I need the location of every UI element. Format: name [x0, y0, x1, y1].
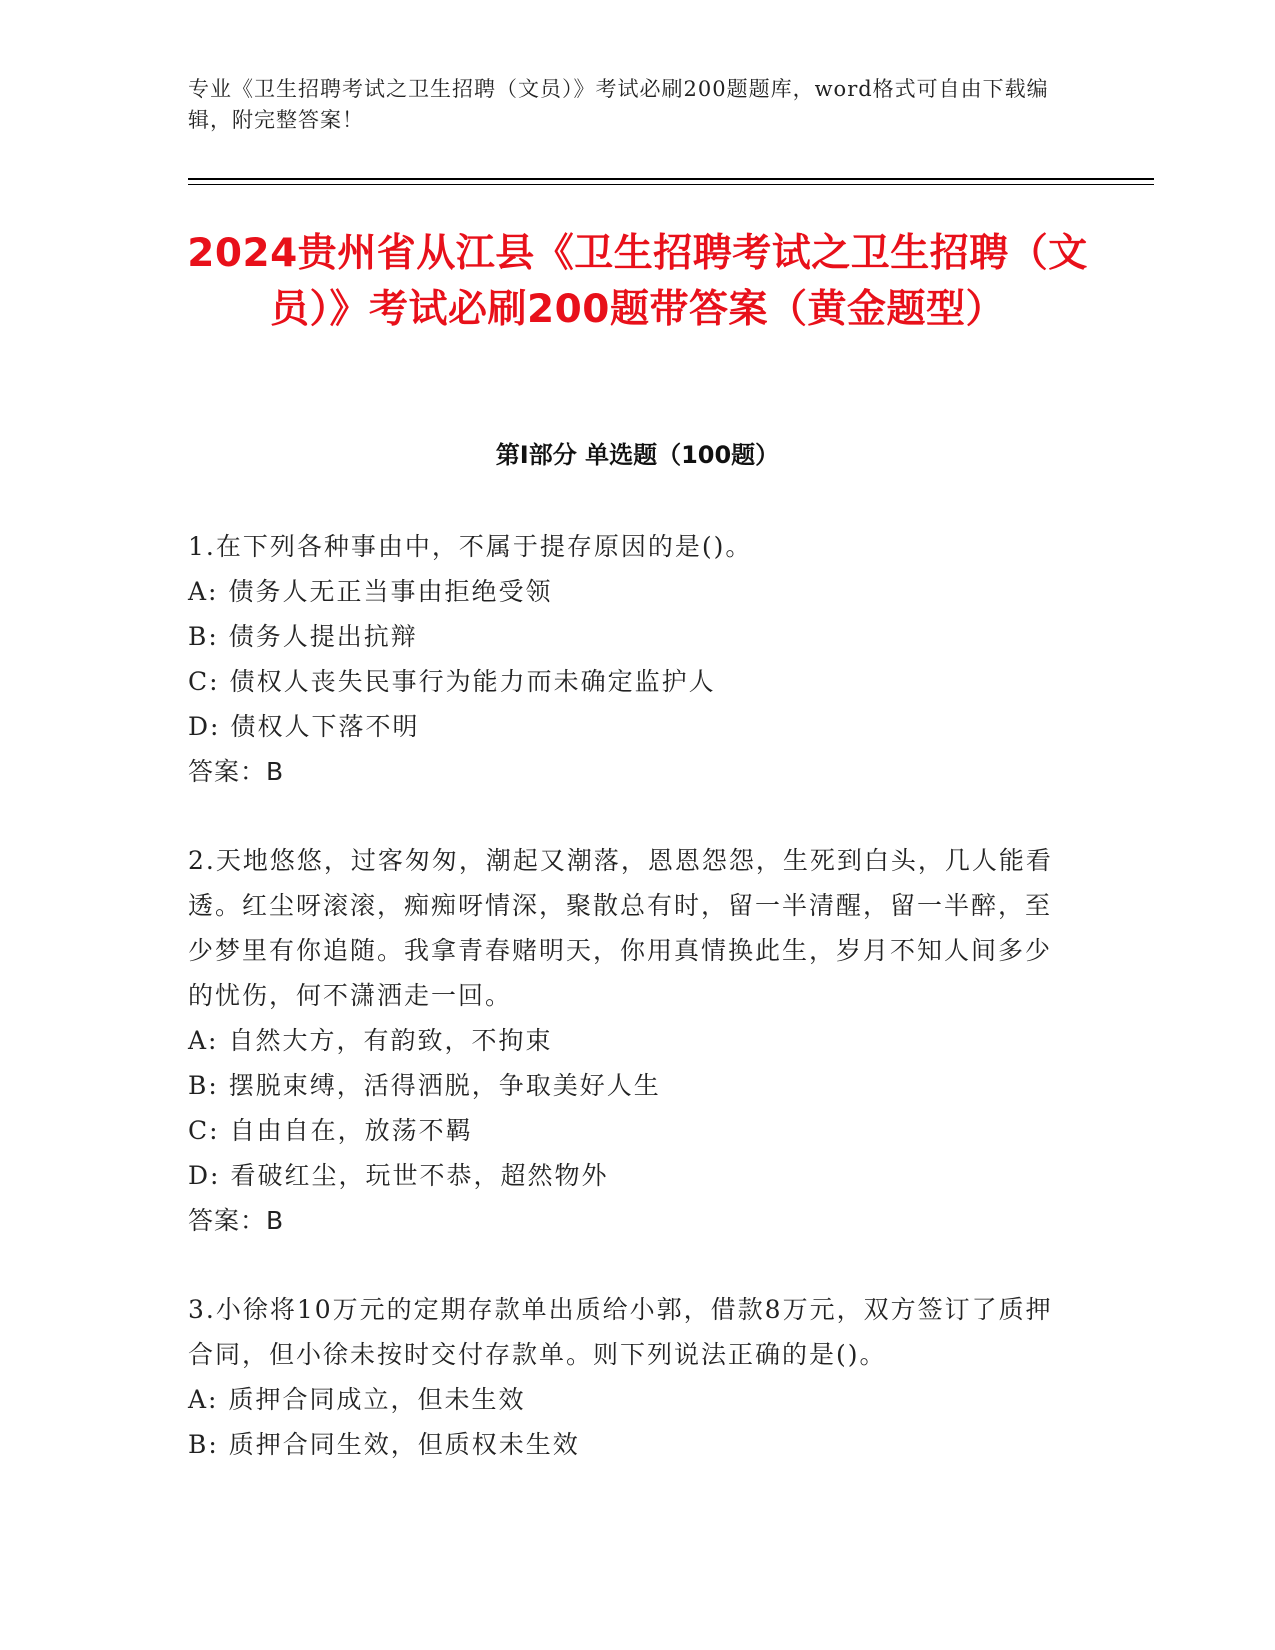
option-b — [188, 614, 1068, 659]
option-text: 看破红尘，玩世不恭，超然物外 — [230, 1161, 609, 1190]
option-text: 债务人提出抗辩 — [228, 622, 418, 651]
option-text: 摆脱束缚，活得洒脱，争取美好人生 — [228, 1071, 661, 1100]
answer-line — [188, 749, 1068, 794]
option-text: 债务人无正当事由拒绝受领 — [228, 577, 553, 606]
option-letter: D: — [188, 712, 221, 741]
question-3 — [188, 1287, 1068, 1467]
option-b — [188, 1063, 1068, 1108]
section-title: 第Ⅰ部分 单选题（100题） — [495, 441, 780, 469]
option-letter: A: — [188, 1385, 219, 1414]
option-letter: B: — [188, 622, 219, 651]
option-c — [188, 659, 1068, 704]
option-c — [188, 1108, 1068, 1153]
option-text: 自由自在，放荡不羁 — [229, 1116, 473, 1145]
option-text: 质押合同生效，但质权未生效 — [228, 1430, 580, 1459]
option-letter: B: — [188, 1071, 219, 1100]
option-letter: B: — [188, 1430, 219, 1459]
answer-value: B — [266, 757, 285, 786]
option-d — [188, 704, 1068, 749]
header-divider-thin — [188, 184, 1154, 185]
option-a — [188, 1377, 1068, 1422]
header-divider-thick — [188, 178, 1154, 180]
question-stem: 3.小徐将10万元的定期存款单出质给小郭，借款8万元，双方签订了质押合同，但小徐未按时交付存款单。则下列说法正确的是()。 — [188, 1295, 1053, 1369]
document-title: 2024贵州省从江县《卫生招聘考试之卫生招聘（文员）》考试必刷200题带答案（黄金题型） — [187, 231, 1088, 332]
answer-line — [188, 1198, 1068, 1243]
option-letter: C: — [188, 667, 220, 696]
option-letter: D: — [188, 1161, 221, 1190]
option-d — [188, 1153, 1068, 1198]
option-letter: C: — [188, 1116, 220, 1145]
answer-label: 答案： — [188, 757, 267, 786]
question-2 — [188, 838, 1068, 1243]
option-a — [188, 1018, 1068, 1063]
option-letter: A: — [188, 577, 219, 606]
answer-value: B — [266, 1206, 285, 1235]
option-text: 债权人下落不明 — [230, 712, 420, 741]
option-text: 质押合同成立，但未生效 — [228, 1385, 526, 1414]
option-a — [188, 569, 1068, 614]
question-stem: 2.天地悠悠，过客匆匆，潮起又潮落，恩恩怨怨，生死到白头，几人能看透。红尘呀滚滚，痴痴呀情深，聚散总有时，留一半清醒，留一半醉，至少梦里有你追随。我拿青春赌明天，你用真情换此生，岁月不知人间多少的忧伤，何不潇洒走一回。 — [188, 846, 1053, 1010]
option-letter: A: — [188, 1026, 219, 1055]
option-text: 债权人丧失民事行为能力而未确定监护人 — [229, 667, 716, 696]
option-text: 自然大方，有韵致，不拘束 — [228, 1026, 553, 1055]
question-list — [188, 524, 1068, 1511]
question-1 — [188, 524, 1068, 794]
option-b — [188, 1422, 1068, 1467]
header-note: 专业《卫生招聘考试之卫生招聘（文员）》考试必刷200题题库，word格式可自由下载编辑，附完整答案！ — [188, 77, 1049, 132]
answer-label: 答案： — [188, 1206, 267, 1235]
question-stem: 1.在下列各种事由中，不属于提存原因的是()。 — [188, 532, 753, 561]
